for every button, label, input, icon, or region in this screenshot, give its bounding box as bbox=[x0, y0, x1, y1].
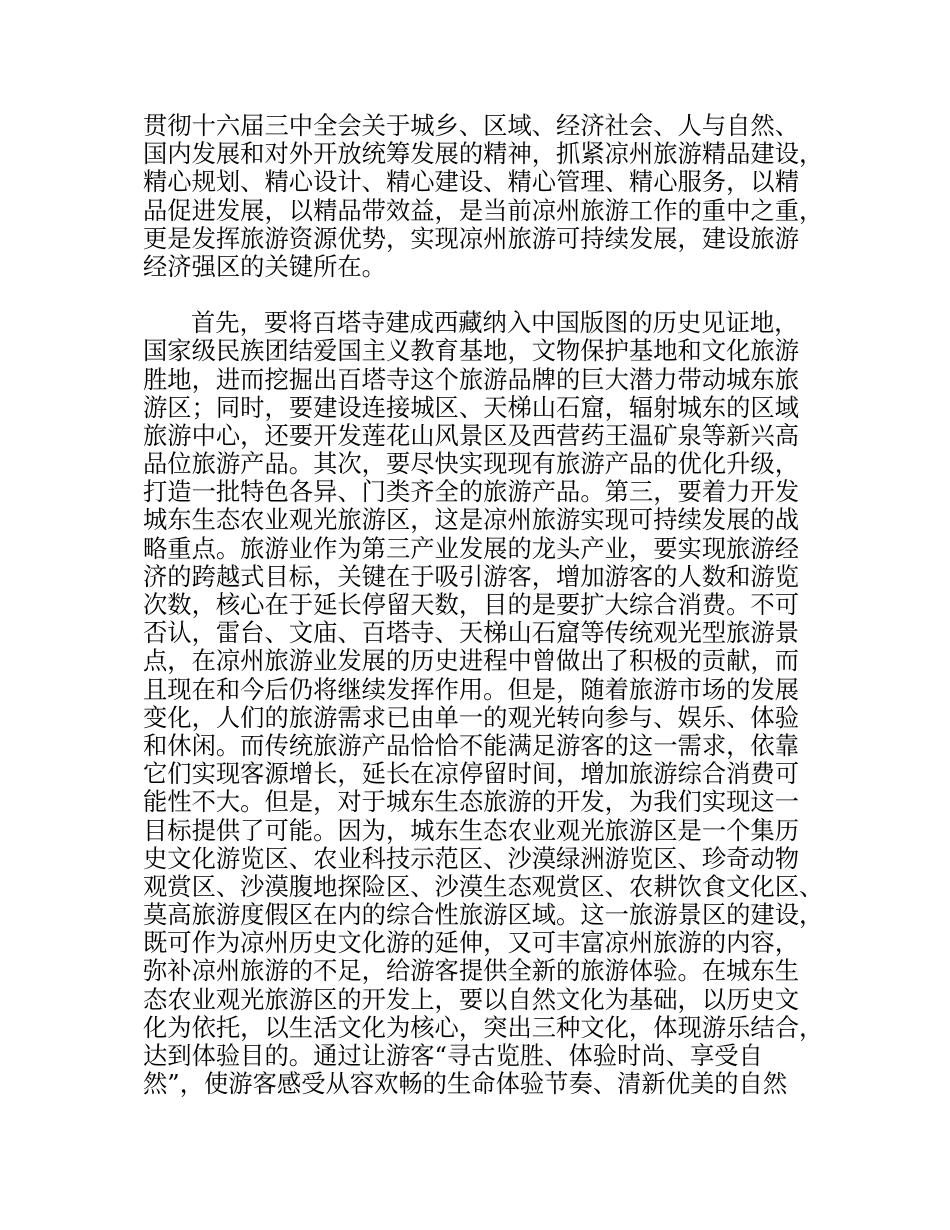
text-line: 史文化游览区、农业科技示范区、沙漠绿洲游览区、珍奇动物 bbox=[143, 843, 800, 873]
text-line-indented: 首先，要将百塔寺建成西藏纳入中国版图的历史见证地， bbox=[191, 308, 799, 338]
text-line: 城东生态农业观光旅游区，这是凉州旅游实现可持续发展的战 bbox=[143, 505, 800, 535]
text-line: 态农业观光旅游区的开发上，要以自然文化为基础，以历史文 bbox=[143, 984, 800, 1014]
text-line: 旅游中心，还要开发莲花山风景区及西营药王温矿泉等新兴高 bbox=[143, 420, 800, 450]
text-line: 品位旅游产品。其次，要尽快实现现有旅游产品的优化升级， bbox=[143, 449, 800, 479]
text-line: 弥补凉州旅游的不足，给游客提供全新的旅游体验。在城东生 bbox=[143, 956, 800, 986]
text-line: 经济强区的关键所在。 bbox=[143, 251, 386, 281]
text-line: 否认，雷台、文庙、百塔寺、天梯山石窟等传统观光型旅游景 bbox=[143, 618, 800, 648]
text-line: 品促进发展，以精品带效益，是当前凉州旅游工作的重中之重， bbox=[143, 195, 824, 225]
paragraph-2 bbox=[143, 309, 823, 1098]
text-line: 次数，核心在于延长停留天数，目的是要扩大综合消费。不可 bbox=[143, 590, 800, 619]
text-line: 且现在和今后仍将继续发挥作用。但是，随着旅游市场的发展 bbox=[143, 674, 800, 704]
text-line: 能性不大。但是，对于城东生态旅游的开发，为我们实现这一 bbox=[143, 787, 800, 817]
paragraph-1 bbox=[143, 112, 823, 281]
text-line: 国内发展和对外开放统筹发展的精神，抓紧凉州旅游精品建设， bbox=[143, 139, 824, 169]
text-line: 莫高旅游度假区在内的综合性旅游区域。这一旅游景区的建设， bbox=[143, 900, 824, 930]
text-line: 达到体验目的。通过让游客“寻古览胜、体验时尚、享受自 bbox=[143, 1041, 763, 1070]
text-line: 更是发挥旅游资源优势，实现凉州旅游可持续发展，建设旅游 bbox=[143, 223, 800, 253]
text-line: 贯彻十六届三中全会关于城乡、区域、经济社会、人与自然、 bbox=[143, 111, 800, 140]
text-line: 点，在凉州旅游业发展的历史进程中曾做出了积极的贡献，而 bbox=[143, 646, 800, 676]
text-line: 观赏区、沙漠腹地探险区、沙漠生态观赏区、农耕饮食文化区、 bbox=[143, 871, 824, 901]
text-line: 打造一批特色各异、门类齐全的旅游产品。第三，要着力开发 bbox=[143, 477, 800, 507]
text-line: 它们实现客源增长，延长在凉停留时间，增加旅游综合消费可 bbox=[143, 759, 800, 789]
text-line: 济的跨越式目标，关键在于吸引游客，增加游客的人数和游览 bbox=[143, 561, 800, 591]
text-line: 目标提供了可能。因为，城东生态农业观光旅游区是一个集历 bbox=[143, 815, 800, 845]
text-line: 略重点。旅游业作为第三产业发展的龙头产业，要实现旅游经 bbox=[143, 533, 800, 563]
text-line: 精心规划、精心设计、精心建设、精心管理、精心服务，以精 bbox=[143, 167, 800, 197]
text-line: 胜地，进而挖掘出百塔寺这个旅游品牌的巨大潜力带动城东旅 bbox=[143, 364, 800, 394]
text-line: 变化，人们的旅游需求已由单一的观光转向参与、娱乐、体验 bbox=[143, 702, 800, 732]
text-line: 国家级民族团结爱国主义教育基地，文物保护基地和文化旅游 bbox=[143, 336, 800, 366]
text-line: 然”，使游客感受从容欢畅的生命体验节奏、清新优美的自然 bbox=[143, 1069, 788, 1099]
paragraph-spacer bbox=[143, 281, 823, 309]
document-page bbox=[143, 112, 823, 1098]
text-line: 游区；同时，要建设连接城区、天梯山石窟，辐射城东的区域 bbox=[143, 392, 800, 422]
text-line: 化为依托，以生活文化为核心，突出三种文化，体现游乐结合， bbox=[143, 1012, 824, 1042]
text-line: 既可作为凉州历史文化游的延伸，又可丰富凉州旅游的内容， bbox=[143, 928, 800, 958]
text-line: 和休闲。而传统旅游产品恰恰不能满足游客的这一需求，依靠 bbox=[143, 730, 800, 760]
